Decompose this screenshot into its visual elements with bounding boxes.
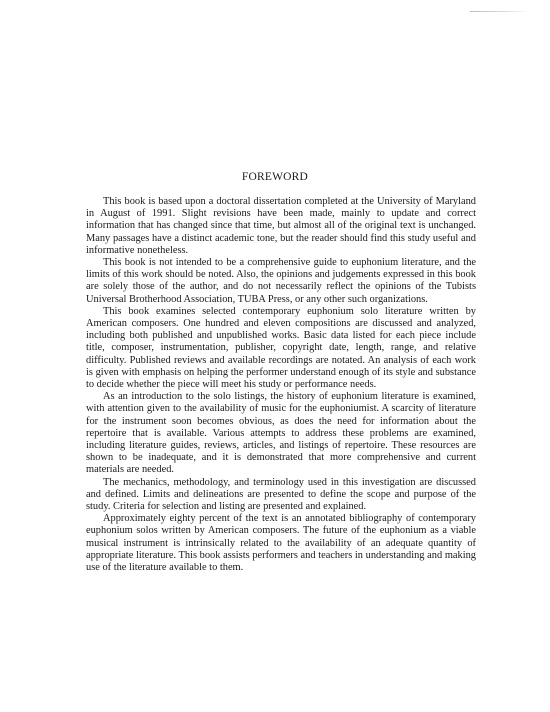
paragraph-4: As an introduction to the solo listings, the history of euphonium literature is examined, with attention given to the availability of music for the euphoniumist. A scarcity of literature for the instrument soon becomes obvious, as does the need for information about the repertoire that is available. Various attempts to address these problems are examined, including literature guides, reviews, articles, and listings of repertoire. These resources are shown to be inadequate, and it is demonstrated that more comprehensive and current materials are needed.: [86, 391, 476, 476]
paragraph-5: The mechanics, methodology, and terminology used in this investigation are discussed and defined. Limits and delineations are presented to define the scope and purpose of the study. Criteria for selection and listing are presented and explained.: [86, 476, 476, 513]
page-title: FOREWORD: [241, 171, 309, 183]
paragraph-1: This book is based upon a doctoral dissertation completed at the University of Maryland in August of 1991. Slight revisions have been made, mainly to update and correct information that has changed since that time, but almost all of the original text is unchanged. Many passages have a distinct academic tone, but the reader should find this study useful and informative nonetheless.: [86, 196, 476, 256]
paragraph-2: This book is not intended to be a comprehensive guide to euphonium literature, and the limits of this work should be noted. Also, the opinions and judgements expressed in this book are solely those of the author, and do not necessarily reflect the opinions of the Tubists Universal Brotherhood Association, TUBA Press, or any other such organizations.: [86, 257, 476, 305]
paragraph-3: This book examines selected contemporary euphonium solo literature written by American composers. One hundred and eleven compositions are discussed and analyzed, including both published and unpublished works. Basic data listed for each piece include title, composer, instrumentation, publisher, copyright date, length, range, and relative difficulty. Published reviews and available recordings are notated. An analysis of each work is given with emphasis on helping the performer understand enough of its style and substance to decide whether the piece will meet his study or performance needs.: [86, 305, 476, 391]
scan-mark: [470, 11, 530, 12]
foreword-body: [86, 196, 476, 574]
paragraph-6: Approximately eighty percent of the text is an annotated bibliography of contemporary euphonium solos written by American composers. The future of the euphonium as a viable musical instrument is intrinsically related to the availability of an adequate quantity of appropriate literature. This book assists performers and teachers in understanding and making use of the literature available to them.: [86, 513, 476, 574]
